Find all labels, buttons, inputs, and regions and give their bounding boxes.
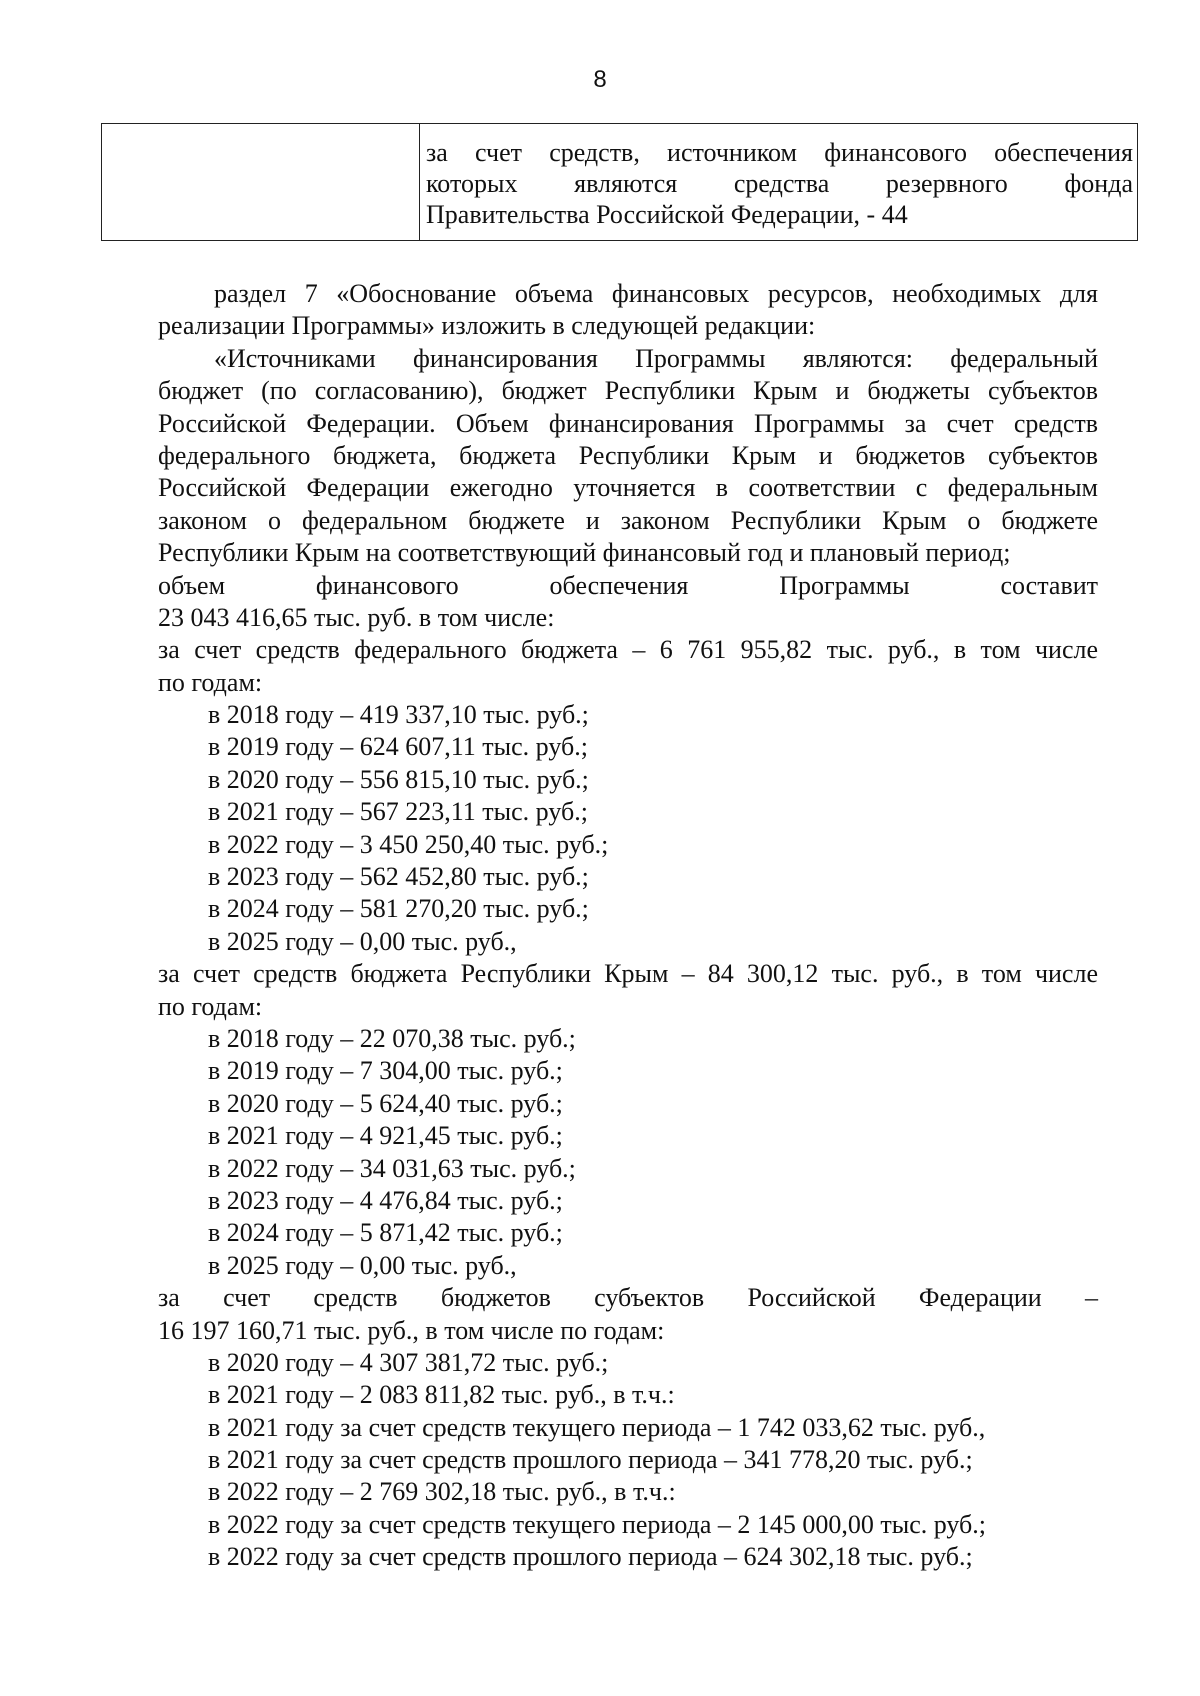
sources-line: Российской Федерации ежегодно уточняется в соответствии с федеральным [158,473,1098,503]
crimea-year-item: в 2022 году – 34 031,63 тыс. руб.; [208,1153,576,1183]
crimea-year-item: в 2020 году – 5 624,40 тыс. руб.; [208,1088,563,1118]
crimea-intro-line: за счет средств бюджета Республики Крым – 84 300,12 тыс. руб., в том числе [158,959,1098,989]
subjects-intro-line: 16 197 160,71 тыс. руб., в том числе по годам: [158,1315,665,1345]
table-empty-cell [102,124,420,240]
federal-year-item: в 2020 году – 556 815,10 тыс. руб.; [208,764,589,794]
subjects-year-item: в 2021 году – 2 083 811,82 тыс. руб., в т.ч.: [208,1380,675,1410]
crimea-year-item: в 2019 году – 7 304,00 тыс. руб.; [208,1056,563,1086]
carryover-table [101,123,1138,241]
document-body [158,278,1098,1574]
crimea-year-item: в 2018 году – 22 070,38 тыс. руб.; [208,1023,576,1053]
federal-year-item: в 2024 году – 581 270,20 тыс. руб.; [208,894,589,924]
crimea-year-item: в 2023 году – 4 476,84 тыс. руб.; [208,1185,563,1215]
federal-intro-line: за счет средств федерального бюджета – 6 761 955,82 тыс. руб., в том числе [158,635,1098,665]
federal-year-item: в 2022 году – 3 450 250,40 тыс. руб.; [208,829,609,859]
crimea-year-item: в 2025 году – 0,00 тыс. руб., [208,1250,517,1280]
sources-line: законом о федеральном бюджете и законом Республики Крым о бюджете [158,505,1098,535]
sources-line: объем финансового обеспечения Программы составит [158,570,1098,600]
crimea-year-item: в 2024 году – 5 871,42 тыс. руб.; [208,1218,563,1248]
federal-year-item: в 2025 году – 0,00 тыс. руб., [208,926,517,956]
subjects-year-item: в 2022 году – 2 769 302,18 тыс. руб., в т.ч.: [208,1477,676,1507]
subjects-year-item: в 2020 году – 4 307 381,72 тыс. руб.; [208,1347,609,1377]
section-intro-line: раздел 7 «Обоснование объема финансовых ресурсов, необходимых для [214,279,1098,308]
federal-year-item: в 2019 году – 624 607,11 тыс. руб.; [208,732,588,762]
subjects-intro-line: за счет средств бюджетов субъектов Российской Федерации – [158,1283,1098,1313]
federal-intro-line: по годам: [158,667,263,697]
subjects-year-item: в 2022 году за счет средств текущего периода – 2 145 000,00 тыс. руб.; [208,1509,986,1539]
sources-line: «Источниками финансирования Программы являются: федеральный [214,343,1098,373]
section-intro-line: реализации Программы» изложить в следующей редакции: [158,311,816,341]
table-line: Правительства Российской Федерации, - 44 [426,200,908,229]
sources-line: Республики Крым на соответствующий финансовый год и плановый период; [158,538,1011,568]
subjects-year-item: в 2021 году за счет средств прошлого периода – 341 778,20 тыс. руб.; [208,1445,973,1475]
page-number: 8 [593,66,607,93]
federal-year-item: в 2021 году – 567 223,11 тыс. руб.; [208,797,588,827]
federal-year-item: в 2018 году – 419 337,10 тыс. руб.; [208,700,589,730]
table-line: которых являются средства резервного фонда [426,169,1133,198]
table-text-cell [420,124,1137,240]
table-line: за счет средств, источником финансового обеспечения [426,138,1133,167]
sources-line: федерального бюджета, бюджета Республики Крым и бюджетов субъектов [158,440,1098,470]
federal-year-item: в 2023 году – 562 452,80 тыс. руб.; [208,862,589,892]
subjects-year-item: в 2021 году за счет средств текущего периода – 1 742 033,62 тыс. руб., [208,1412,986,1442]
total-amount-line: 23 043 416,65 тыс. руб. в том числе: [158,602,555,632]
crimea-year-item: в 2021 году – 4 921,45 тыс. руб.; [208,1121,563,1151]
subjects-year-item: в 2022 году за счет средств прошлого периода – 624 302,18 тыс. руб.; [208,1542,973,1572]
sources-line: Российской Федерации. Объем финансирования Программы за счет средств [158,408,1098,438]
crimea-intro-line: по годам: [158,991,263,1021]
sources-line: бюджет (по согласованию), бюджет Республики Крым и бюджеты субъектов [158,376,1098,406]
